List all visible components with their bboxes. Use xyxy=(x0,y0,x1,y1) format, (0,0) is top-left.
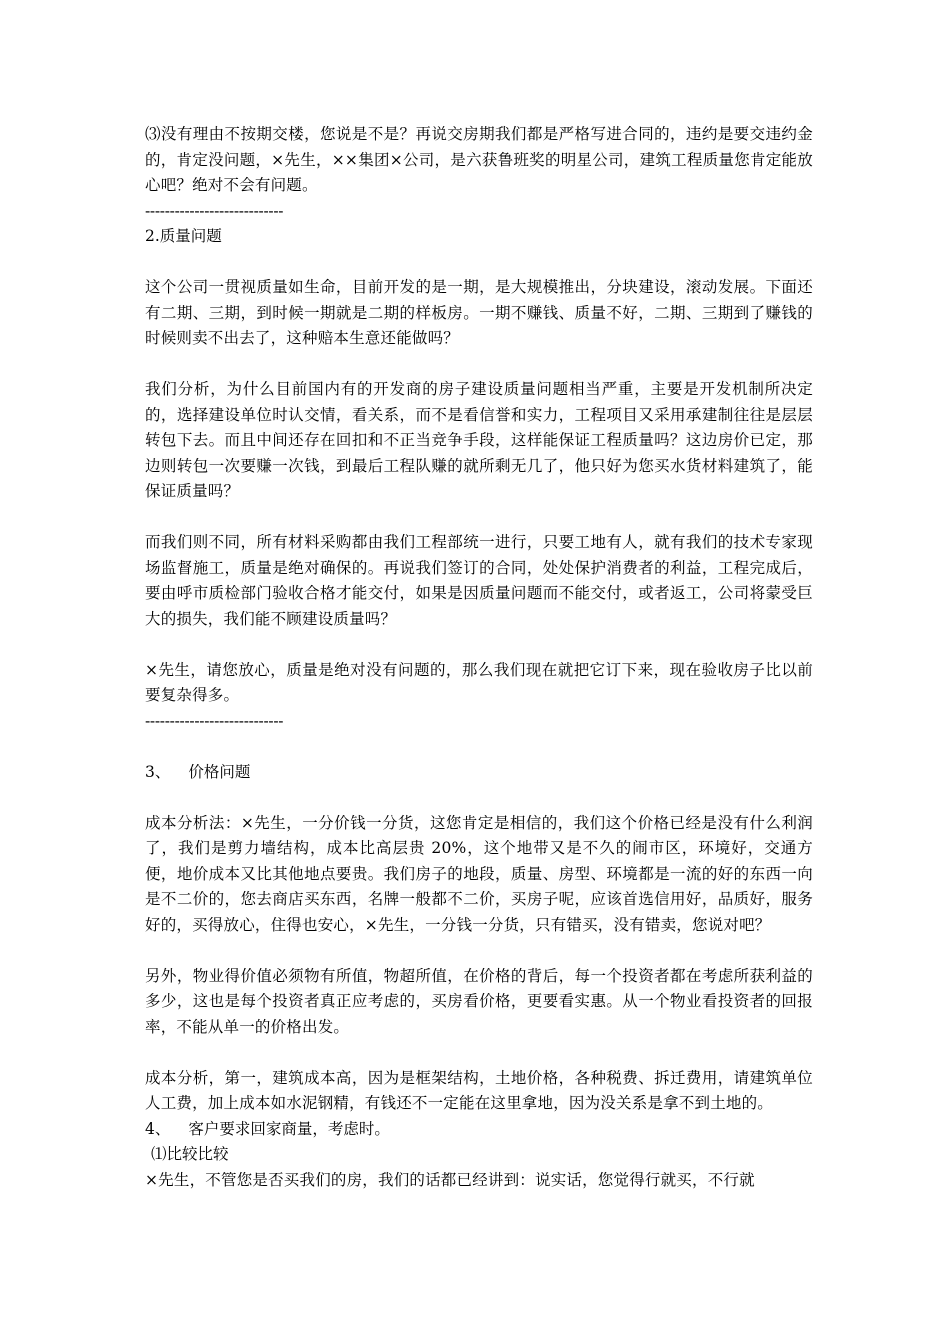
section-heading-consider xyxy=(145,1117,813,1143)
spacer xyxy=(145,938,813,964)
paragraph-value: 另外，物业得价值必须物有所值，物超所值，在价格的背后，每一个投资者都在考虑所获利益的多少，这也是每个投资者真正应考虑的，买房看价格，更要看实惠。从一个物业看投资者的回报率，不能从单一的价格出发。 xyxy=(145,966,813,1036)
heading-number: 3、 xyxy=(145,762,171,781)
section-divider: ---------------------------- xyxy=(145,201,284,220)
section-divider: ---------------------------- xyxy=(145,711,284,730)
spacer xyxy=(145,352,813,378)
spacer xyxy=(145,785,813,811)
heading-text: 价格问题 xyxy=(188,762,251,781)
spacer xyxy=(145,1040,813,1066)
paragraph-reassurance: ×先生，请您放心，质量是绝对没有问题的，那么我们现在就把它订下来，现在验收房子比以前要复杂得多。 xyxy=(145,660,813,704)
spacer xyxy=(145,505,813,531)
paragraph-delivery-assurance: ⑶没有理由不按期交楼，您说是不是？再说交房期我们都是严格写进合同的，违约是要交违约金的，肯定没问题，×先生，××集团×公司，是六获鲁班奖的明星公司，建筑工程质量您肯定能放心吧？绝对不会有问题。 xyxy=(145,125,813,194)
heading-number: 4、 xyxy=(145,1119,171,1138)
spacer xyxy=(145,632,813,658)
paragraph-cost-analysis-method: 成本分析法：×先生，一分价钱一分货，这您肯定是相信的，我们这个价格已经是没有什么利润了，我们是剪力墙结构，成本比高层贵 20%，这个地带又是不久的闹市区，环境好，交通方便，地价成本又比其他地点要贵。我们房子的地段，质量、房型、环境都是一流的好的东西一向是不二价的，您去商店买东西，名牌一般都不二价，买房子呢，应该首选信用好，品质好，服务好的，买得放心，住得也安心，×先生，一分钱一分货，只有错买，没有错卖，您说对吧？ xyxy=(145,813,813,934)
spacer xyxy=(145,250,813,276)
heading-text: 客户要求回家商量，考虑时。 xyxy=(188,1119,390,1138)
subheading-compare: ⑴比较比较 xyxy=(151,1145,229,1163)
paragraph-closing: ×先生，不管您是否买我们的房，我们的话都已经讲到：说实话，您觉得行就买，不行就 xyxy=(145,1170,755,1189)
paragraph-cost-analysis: 成本分析，第一，建筑成本高，因为是框架结构，土地价格，各种税费、拆迁费用，请建筑单位人工费，加上成本如水泥钢精，有钱还不一定能在这里拿地，因为没关系是拿不到土地的。 xyxy=(145,1068,813,1112)
paragraph-quality-analysis: 我们分析，为什么目前国内有的开发商的房子建设质量问题相当严重，主要是开发机制所决定的，选择建设单位时认交情，看关系，而不是看信誉和实力，工程项目又采用承建制往往是层层转包下去。而且中间还存在回扣和不正当竞争手段，这样能保证工程质量吗？这边房价已定，那边则转包一次要赚一次钱，到最后工程队赚的就所剩无几了，他只好为您买水货材料建筑了，能保证质量吗？ xyxy=(145,380,813,500)
paragraph-quality-commitment: 这个公司一贯视质量如生命，目前开发的是一期，是大规模推出，分块建设，滚动发展。下面还有二期、三期，到时候一期就是二期的样板房。一期不赚钱、质量不好，二期、三期到了赚钱的时候则卖不出去了，这种赔本生意还能做吗？ xyxy=(145,278,813,347)
paragraph-our-difference: 而我们则不同，所有材料采购都由我们工程部统一进行，只要工地有人，就有我们的技术专家现场监督施工，质量是绝对确保的。再说我们签订的合同，处处保护消费者的利益，工程完成后，要由呼市质检部门验收合格才能交付，如果是因质量问题而不能交付，或者返工，公司将蒙受巨大的损失，我们能不顾建设质量吗？ xyxy=(145,533,813,628)
document-body xyxy=(145,122,813,1193)
spacer xyxy=(145,734,813,760)
section-heading-quality: 2.质量问题 xyxy=(145,227,222,245)
section-heading-price xyxy=(145,760,813,786)
